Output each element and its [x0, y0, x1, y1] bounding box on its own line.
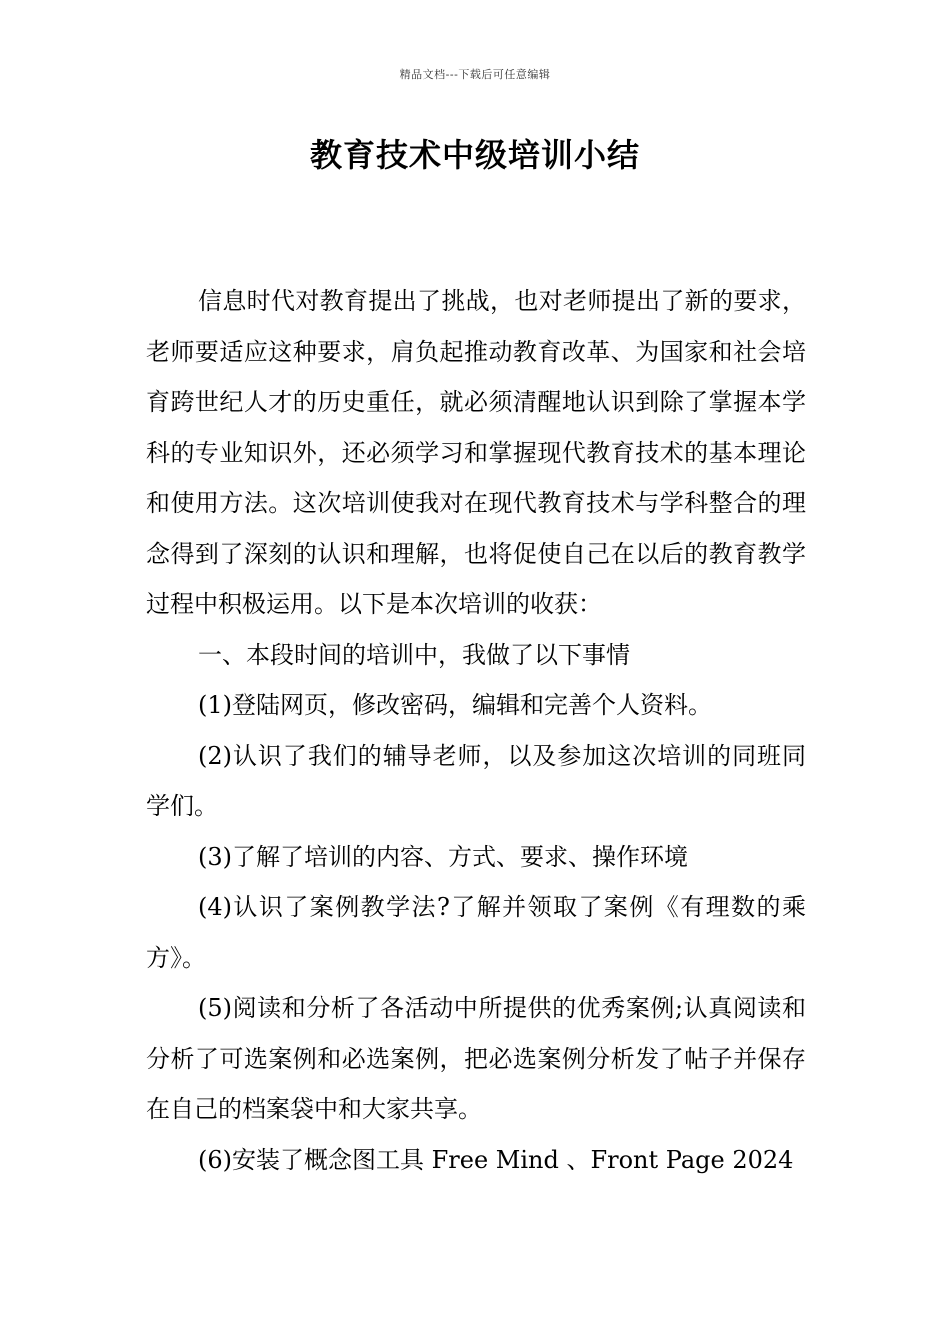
intro-paragraph: 信息时代对教育提出了挑战，也对老师提出了新的要求，老师要适应这种要求，肩负起推动教育改革、为国家和社会培育跨世纪人才的历史重任，就必须清醒地认识到除了掌握本学科的专业知识外，还必须学习和掌握现代教育技术的基本理论和使用方法。这次培训使我对在现代教育技术与学科整合的理念得到了深刻的认识和理解，也将促使自己在以后的教育教学过程中积极运用。以下是本次培训的收获：: [146, 287, 806, 618]
list-item-3: (3)了解了培训的内容、方式、要求、操作环境: [198, 842, 688, 871]
list-item-6: (6)安装了概念图工具 Free Mind 、Front Page 2024: [198, 1145, 794, 1174]
document-body: [146, 276, 806, 1185]
list-item-1: (1)登陆网页，修改密码，编辑和完善个人资料。: [198, 691, 712, 719]
header-note: 精品文档---下载后可任意编辑: [399, 68, 551, 81]
list-item-2: (2)认识了我们的辅导老师，以及参加这次培训的同班同学们。: [146, 741, 806, 820]
section-heading-1: 一、本段时间的培训中，我做了以下事情: [198, 640, 630, 669]
document-title: 教育技术中级培训小结: [309, 136, 640, 174]
list-item-5: (5)阅读和分析了各活动中所提供的优秀案例;认真阅读和分析了可选案例和必选案例，把必选案例分析发了帖子并保存在自己的档案袋中和大家共享。: [146, 994, 806, 1123]
list-item-4: (4)认识了案例教学法?了解并领取了案例《有理数的乘方》。: [146, 893, 806, 972]
